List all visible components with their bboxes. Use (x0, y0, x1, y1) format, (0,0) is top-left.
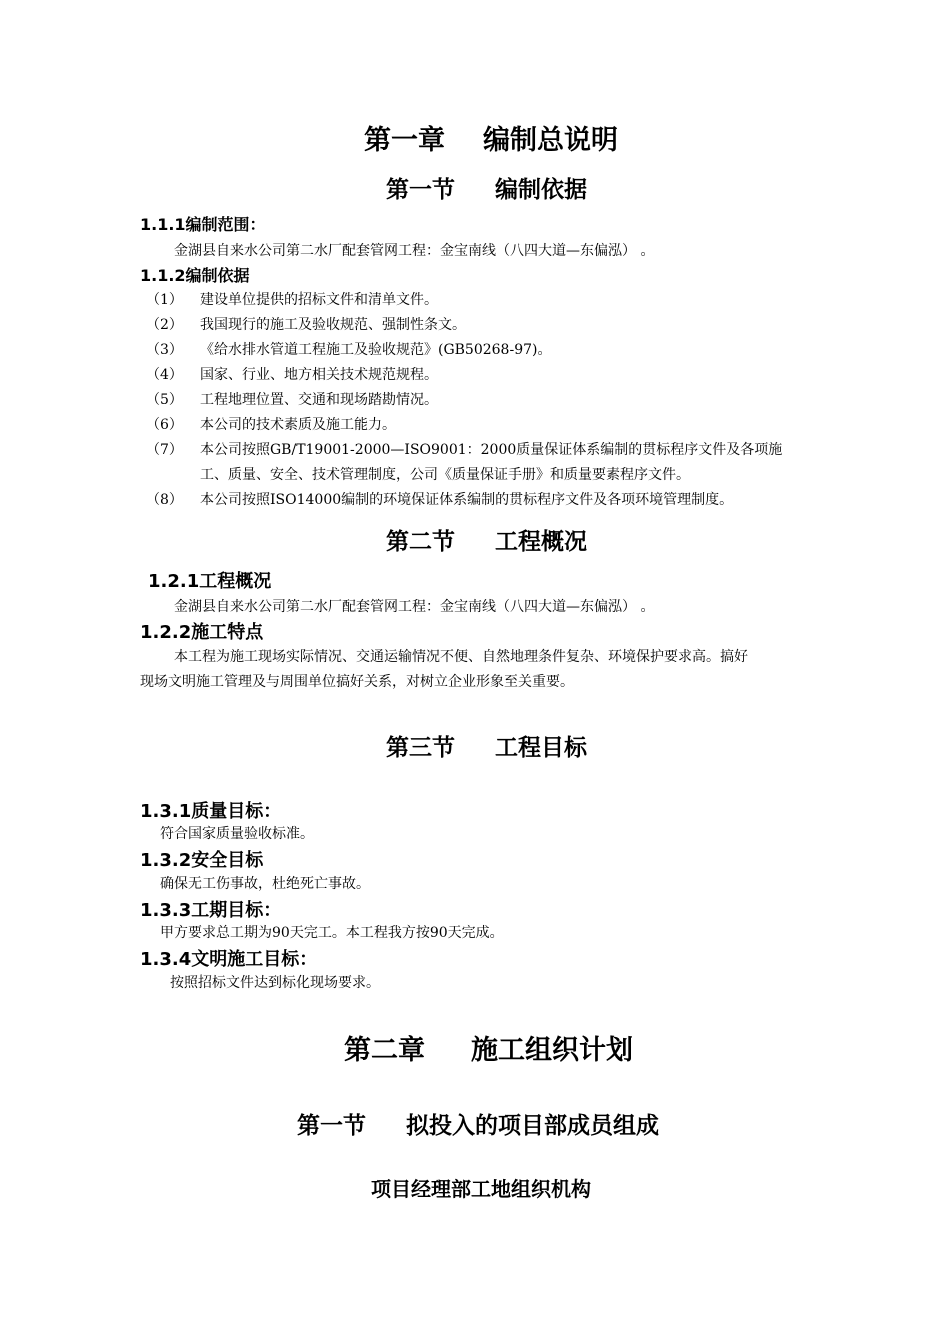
item-text: 国家、行业、地方相关技术规范规程。 (200, 367, 438, 383)
subsection-heading-1-2-1: 1.2.1工程概况 (148, 571, 272, 592)
section-2-1-title (297, 1107, 659, 1140)
item-number: （7） (146, 442, 183, 458)
item-text: 本公司的技术素质及施工能力。 (200, 417, 396, 433)
section-name: 工程目标 (495, 735, 587, 761)
item-number: （8） (146, 492, 183, 508)
target-text: 确保无工伤事故，杜绝死亡事故。 (160, 876, 370, 892)
target-heading: 1.3.3工期目标： (140, 900, 282, 921)
target-text: 按照招标文件达到标化现场要求。 (170, 975, 380, 991)
subsection-heading-1-2-2: 1.2.2施工特点 (140, 622, 264, 643)
basis-item (146, 439, 782, 459)
section-1-1-title (386, 171, 587, 204)
features-text-line-1: 本工程为施工现场实际情况、交通运输情况不便、自然地理条件复杂、环境保护要求高。搞好 (174, 649, 748, 665)
item-number: （3） (146, 342, 183, 358)
chapter-2-name: 施工组织计划 (471, 1035, 633, 1066)
item-number: （1） (146, 292, 183, 308)
section-number: 第一节 (297, 1113, 366, 1139)
basis-item-continuation: 工、质量、安全、技术管理制度，公司《质量保证手册》和质量要素程序文件。 (200, 467, 690, 483)
item-text: 本公司按照GB/T19001-2000—ISO9001：2000质量保证体系编制的贯标程序文件及各项施 (200, 442, 783, 458)
org-chart-title: 项目经理部工地组织机构 (371, 1177, 591, 1201)
basis-item (146, 339, 551, 359)
target-heading: 1.3.1质量目标： (140, 801, 282, 822)
section-name: 拟投入的项目部成员组成 (406, 1113, 659, 1139)
section-1-2-title (386, 523, 587, 556)
target-text: 符合国家质量验收标准。 (160, 826, 314, 842)
basis-item (146, 414, 396, 434)
basis-item (146, 389, 438, 409)
section-number: 第三节 (386, 735, 455, 761)
item-text: 建设单位提供的招标文件和清单文件。 (200, 292, 438, 308)
target-text: 甲方要求总工期为90天完工。本工程我方按90天完成。 (160, 925, 504, 941)
chapter-1-name: 编制总说明 (483, 125, 618, 156)
basis-item (146, 364, 438, 384)
section-name: 编制依据 (495, 177, 587, 203)
features-text-line-2: 现场文明施工管理及与周围单位搞好关系，对树立企业形象至关重要。 (140, 674, 574, 690)
chapter-2-title (344, 1028, 633, 1067)
chapter-1-number: 第一章 (364, 125, 445, 156)
item-text: 工程地理位置、交通和现场踏勘情况。 (200, 392, 438, 408)
item-text: 《给水排水管道工程施工及验收规范》(GB50268-97)。 (200, 342, 552, 358)
target-heading: 1.3.2安全目标 (140, 850, 264, 871)
item-number: （5） (146, 392, 183, 408)
scope-text: 金湖县自来水公司第二水厂配套管网工程：金宝南线（八四大道—东偏泓） 。 (174, 243, 655, 259)
subsection-heading-1-1-1: 1.1.1编制范围： (140, 215, 266, 234)
chapter-2-number: 第二章 (344, 1035, 425, 1066)
chapter-1-title (364, 118, 618, 157)
subsection-heading-1-1-2: 1.1.2编制依据 (140, 266, 250, 285)
basis-item (146, 314, 466, 334)
basis-item (146, 289, 438, 309)
item-number: （4） (146, 367, 183, 383)
section-number: 第二节 (386, 529, 455, 555)
section-1-3-title (386, 729, 587, 762)
item-text: 我国现行的施工及验收规范、强制性条文。 (200, 317, 466, 333)
basis-item (146, 489, 733, 509)
section-name: 工程概况 (495, 529, 587, 555)
item-text: 本公司按照ISO14000编制的环境保证体系编制的贯标程序文件及各项环境管理制度。 (200, 492, 734, 508)
target-heading: 1.3.4文明施工目标： (140, 949, 318, 970)
section-number: 第一节 (386, 177, 455, 203)
item-number: （6） (146, 417, 183, 433)
overview-text: 金湖县自来水公司第二水厂配套管网工程：金宝南线（八四大道—东偏泓） 。 (174, 599, 655, 615)
item-number: （2） (146, 317, 183, 333)
